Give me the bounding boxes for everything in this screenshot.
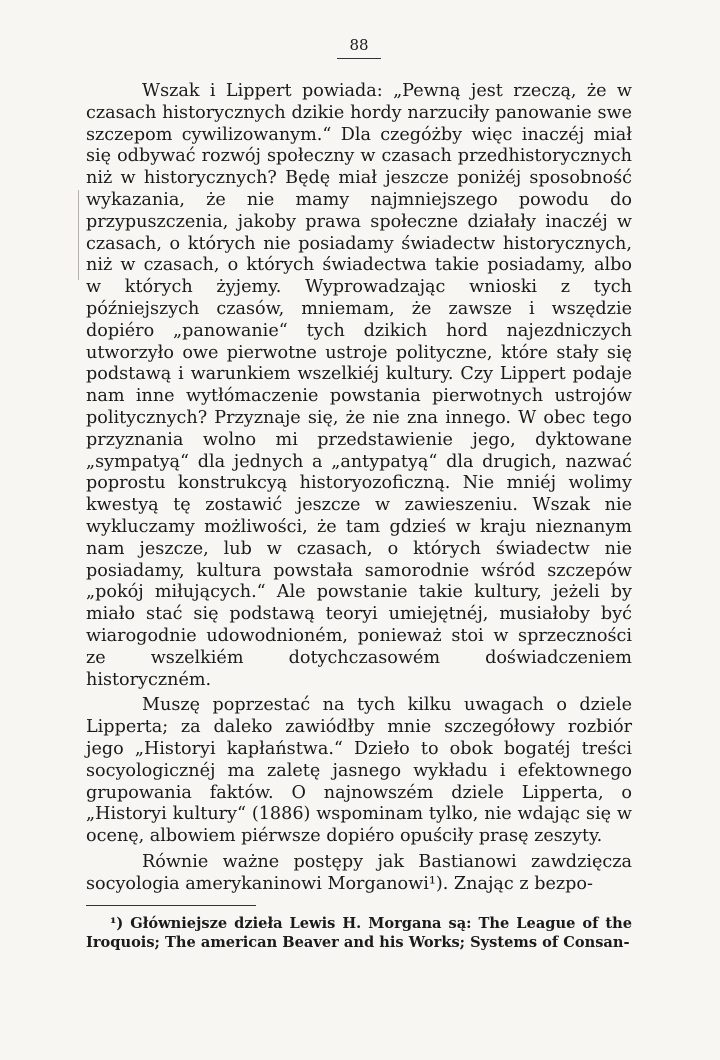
margin-pencil-mark (78, 190, 79, 280)
main-text (86, 81, 632, 895)
page-number-rule (337, 58, 381, 59)
page-number: 88 (349, 36, 369, 54)
footnote: ¹) Główniejsze dzieła Lewis H. Morgana są: The League of the Iroquois; The american Beaver and his Works; Systems of Consan- (86, 915, 632, 952)
paragraph-morgan: Równie ważne postępy jak Bastianowi zawdzięcza socyologia amerykaninowi Morganowi¹). Znając z bezpo- (86, 851, 632, 894)
paragraph-lippert-quote: Wszak i Lippert powiada: „Pewną jest rzeczą, że w czasach historycznych dzikie hordy narzuciły panowanie swe szczepom cywilizowanym.“ Dla czegóżby więc inaczéj miał się odbywać rozwój społeczny w czasach przedhistorycznych niż w historycznych? Będę miał jeszcze poniżéj sposobność wykazania, że nie mamy najmniejszego powodu do przypuszczenia, jakoby prawa społeczne działały inaczéj w czasach, o których nie posiadamy świadectw historycznych, niż w czasach, o których świadectwa takie posiadamy, albo w których żyjemy. Wyprowadzając wnioski z tych późniejszych czasów, mniemam, że zawsze i wszędzie dopiéro „panowanie“ tych dzikich hord najezdniczych utworzyło owe pierwotne ustroje polityczne, które stały się podstawą i warunkiem wszelkiéj kultury. Czy Lippert podaje nam inne wytłómaczenie powstania pierwotnych ustrojów politycznych? Przyznaje się, że nie zna innego. W obec tego przyznania wolno mi przedstawienie jego, dyktowane „sympatyą“ dla jednych a „antypatyą“ dla drugich, nazwać poprostu konstrukcyą historyozoficzną. Nie mniéj wolimy kwestyą tę zostawić jeszcze w zawieszeniu. Wszak nie wykluczamy możliwości, że tam gdzieś w kraju nieznanym nam jeszcze, lub w czasach, o których świadectw nie posiadamy, kultura powstała samorodnie wśród szczepów „pokój miłujących.“ Ale powstanie takie kultury, jeżeli by miało stać się podstawą teoryi umiejętnéj, musiałoby być wiarogodnie udowodnioném, ponieważ stoi w sprzeczności ze wszelkiém dotychczasowém doświadczeniem historyczném. (86, 81, 632, 690)
paragraph-lippert-works: Muszę poprzestać na tych kilku uwagach o dziele Lipperta; za daleko zawiódłby mnie szczegółowy rozbiór jego „Historyi kapłaństwa.“ Dzieło to obok bogatéj treści socyologicznéj ma zaletę jasnego wykładu i efektownego grupowania faktów. O najnowszém dziele Lipperta, o „Historyi kultury“ (1886) wspominam tylko, nie wdając się w ocenę, albowiem piérwsze dopiéro opuściły prasę zeszyty. (86, 695, 632, 847)
footnote-separator (86, 905, 256, 906)
